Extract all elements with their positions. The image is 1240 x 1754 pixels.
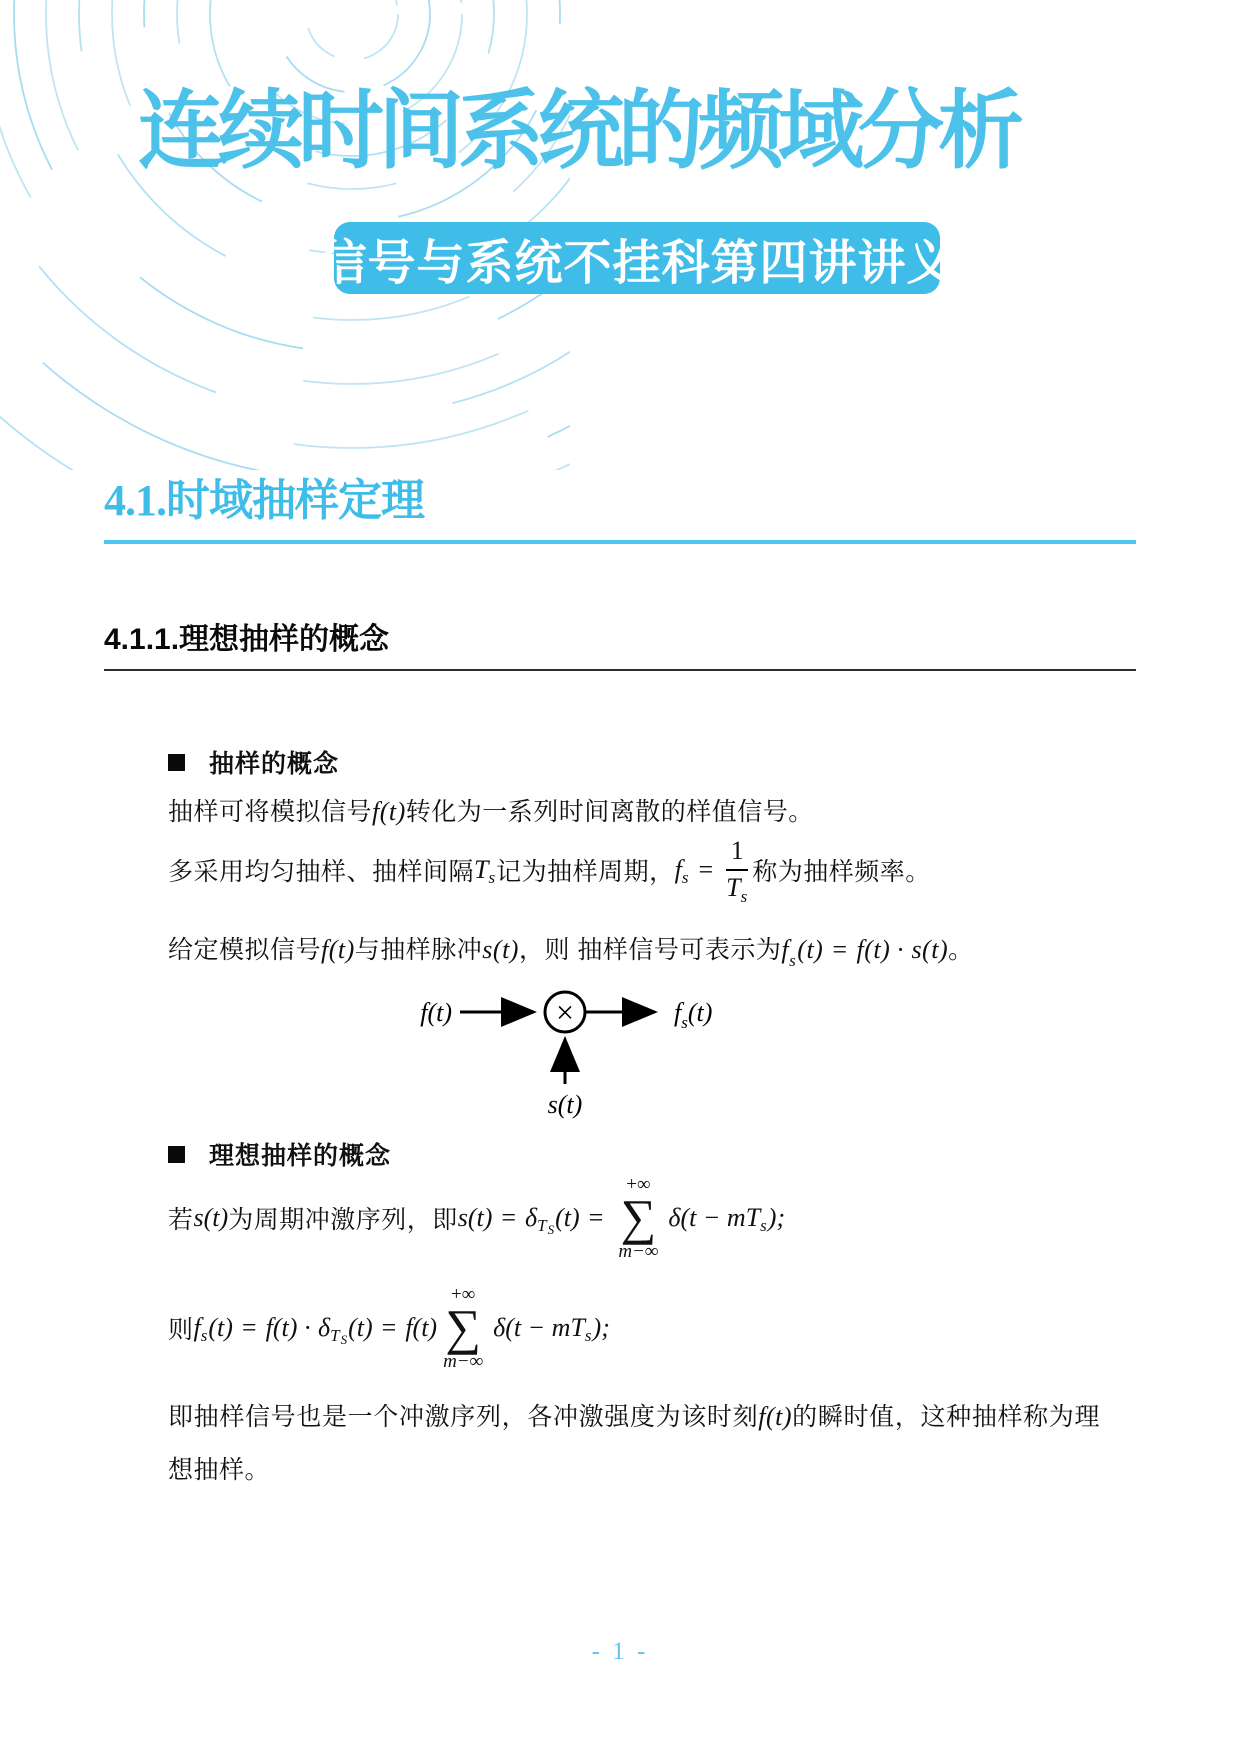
- summation-lower-limit: m−∞: [443, 1350, 484, 1372]
- subsection-divider: [104, 669, 1136, 671]
- equals-sign: =: [241, 1313, 257, 1342]
- math-sub-s: s: [584, 1326, 592, 1345]
- text: 若: [168, 1206, 194, 1234]
- summation-upper-limit: +∞: [450, 1284, 476, 1306]
- paragraph-ideal-sampling-summary: [168, 1390, 1100, 1497]
- text: 的瞬时值，这种抽样称为理想抽样。: [168, 1403, 1100, 1484]
- multiplication-dot: ·: [896, 935, 906, 964]
- math-sub-s: s: [789, 951, 797, 970]
- output-sub-s: s: [681, 1013, 688, 1032]
- math-close: );: [592, 1313, 610, 1342]
- sampling-block-diagram: [352, 982, 782, 1122]
- equals-sign: =: [832, 935, 848, 964]
- page-number: - 1 -: [591, 1638, 649, 1665]
- diagram-bottom-label: s(t): [547, 1090, 583, 1119]
- math-sub-s: s: [200, 1326, 208, 1345]
- math-of-t: (t): [208, 1313, 233, 1342]
- math-sub-sub-S: S: [340, 1332, 348, 1347]
- fraction-bar: [726, 869, 748, 871]
- math-of-t: (t): [348, 1313, 373, 1342]
- fraction-one-over-Ts: [726, 836, 748, 906]
- math-sub-sub-S: S: [547, 1222, 555, 1237]
- paragraph-sampling-definition: [168, 792, 814, 828]
- equals-sign: =: [381, 1313, 397, 1342]
- bullet-label: 抽样的概念: [209, 750, 340, 778]
- sigma-icon: ∑: [445, 1299, 481, 1356]
- formula-ideal-sampled-signal: [168, 1282, 610, 1374]
- subtitle-badge: [318, 222, 956, 294]
- bullet-item-ideal-sampling: [168, 1136, 391, 1172]
- section-heading: 4.1.时域抽样定理: [104, 476, 424, 525]
- bullet-square-icon: [168, 754, 185, 771]
- summation: [618, 1175, 658, 1261]
- equals-sign: =: [588, 1203, 604, 1232]
- output-f: f: [674, 998, 682, 1027]
- math-f-of-t: f(t): [372, 797, 406, 826]
- text: ，则 抽样信号可表示为: [518, 936, 782, 964]
- fraction-denominator: [726, 873, 748, 906]
- math-f: f: [193, 1313, 201, 1342]
- math-f: f: [781, 935, 790, 964]
- math-sub-s: s: [760, 1216, 767, 1235]
- math-sub-T: T: [330, 1326, 340, 1345]
- fraction-numerator: 1: [730, 836, 744, 866]
- text: 称为抽样频率。: [752, 858, 931, 886]
- text: 抽样可将模拟信号: [168, 798, 373, 826]
- math-s-of-t: s(t): [457, 1203, 493, 1232]
- diagram-input-label: f(t): [420, 998, 452, 1027]
- text: 则: [168, 1316, 194, 1344]
- math-f-of-t: f(t): [856, 935, 891, 964]
- summation-upper-limit: +∞: [626, 1174, 651, 1196]
- bullet-label: 理想抽样的概念: [209, 1142, 392, 1170]
- equals-sign: =: [501, 1203, 517, 1232]
- output-of-t: (t): [687, 998, 713, 1027]
- math-s-of-t: s(t): [193, 1203, 229, 1232]
- text: 记为抽样周期，: [496, 858, 675, 886]
- math-f-of-t: f(t): [321, 935, 355, 964]
- math-close: );: [767, 1203, 786, 1232]
- summation: [443, 1285, 483, 1371]
- document-title: 连续时间系统的频域分析: [138, 83, 1018, 179]
- math-f: f: [674, 855, 682, 884]
- math-f-of-t: f(t): [265, 1313, 298, 1342]
- bullet-item-sampling-concept: [168, 744, 339, 780]
- text: 给定模拟信号: [168, 936, 322, 964]
- text: 与抽样脉冲: [354, 936, 483, 964]
- section-divider: [104, 540, 1136, 544]
- bullet-square-icon: [168, 1146, 185, 1163]
- multiply-icon: ×: [555, 994, 575, 1030]
- math-T: T: [726, 873, 741, 902]
- equals-sign: =: [698, 855, 714, 884]
- math-delta-term: δ(t − mT: [668, 1203, 761, 1232]
- subsection-heading: 4.1.1.理想抽样的概念: [104, 623, 390, 656]
- sigma-icon: ∑: [620, 1189, 657, 1246]
- math-delta: δ: [318, 1313, 331, 1342]
- paragraph-sampling-period: [168, 832, 931, 908]
- text: 。: [948, 936, 974, 964]
- math-delta: δ: [525, 1203, 538, 1232]
- math-sub-s: s: [740, 887, 748, 906]
- text: 转化为一系列时间离散的样值信号。: [405, 798, 814, 826]
- math-f-of-t: f(t): [758, 1402, 793, 1431]
- math-of-t: (t): [797, 935, 824, 964]
- math-sub-s: s: [681, 868, 689, 887]
- math-of-t: (t): [555, 1203, 580, 1232]
- diagram-output-label: [674, 998, 712, 1032]
- math-sub-T: T: [537, 1216, 547, 1235]
- math-s-of-t: s(t): [482, 935, 519, 964]
- subtitle-badge-label: 信号与系统不挂科第四讲讲义: [318, 236, 956, 290]
- text: 为周期冲激序列，即: [228, 1206, 458, 1234]
- math-f-of-t: f(t): [405, 1313, 438, 1342]
- math-sub-s: s: [488, 868, 496, 887]
- math-T: T: [474, 855, 489, 884]
- text: 多采用均匀抽样、抽样间隔: [168, 858, 475, 886]
- text: 即抽样信号也是一个冲激序列，各冲激强度为该时刻: [168, 1403, 759, 1431]
- paragraph-sampled-signal: [168, 930, 974, 970]
- summation-lower-limit: m−∞: [618, 1240, 659, 1262]
- formula-impulse-train: [168, 1172, 785, 1264]
- math-delta-term: δ(t − mT: [493, 1313, 585, 1342]
- multiplication-dot: ·: [303, 1313, 313, 1342]
- math-s-of-t: s(t): [911, 935, 949, 964]
